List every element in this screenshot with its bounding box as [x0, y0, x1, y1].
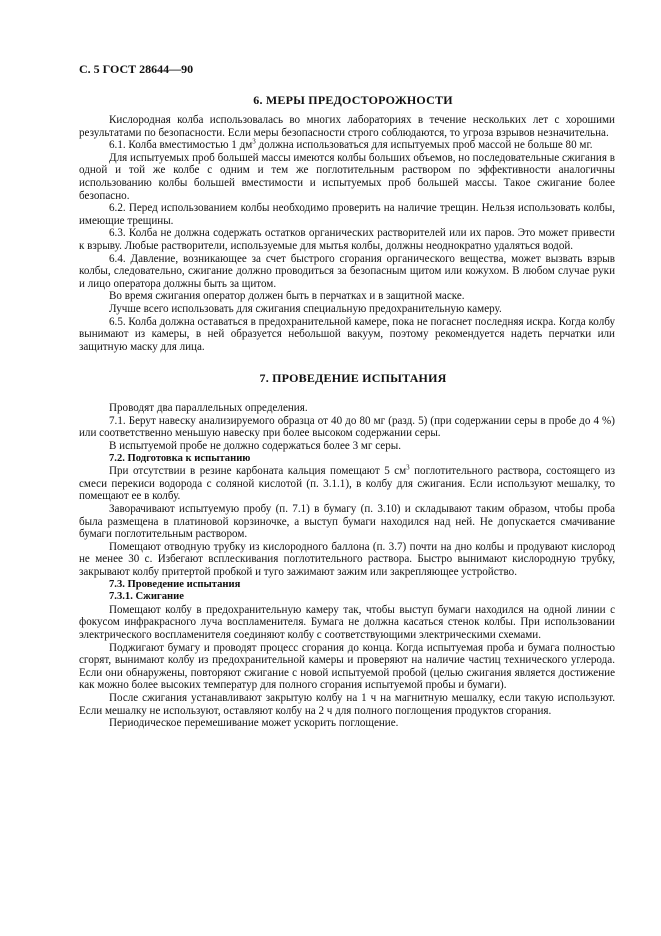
paragraph: Кислородная колба использовалась во многих лабораториях в течение нескольких лет с хорошими результатами по безопасности. Если меры безопасности строго соблюдаются, то угроза взрывов незначительна.: [79, 114, 615, 139]
text-run: При отсутствии в резине карбоната кальция помещают 5 см: [109, 465, 407, 478]
paragraph: Лучше всего использовать для сжигания специальную предохранительную камеру.: [109, 302, 502, 315]
paragraph: Помещают отводную трубку из кислородного баллона (п. 3.7) почти на дно колбы и продувают кислород не менее 30 с. Избегают всплескивания поглотительного раствора. Быстро вынимают кислородную трубку, закрывают колбу притертой пробкой и туго зажимают зажим или закрепляющее устройство.: [79, 540, 615, 578]
section-7-title: 7. ПРОВЕДЕНИЕ ИСПЫТАНИЯ: [259, 371, 447, 386]
paragraph: Для испытуемых проб большей массы имеются колбы больших объемов, но последовательные сжигания в одной и той же колбе с одним и тем же поглотительным раствором по эффективности аналогичны использованию колбы большей вместимости и испытуемых проб большей массы. Такое сжигание более безопасно.: [79, 151, 615, 202]
text-run: должна использоваться для испытуемых проб массой не больше 80 мг.: [255, 139, 593, 152]
paragraph: Поджигают бумагу и проводят процесс сгорания до конца. Когда испытуемая проба и бумага полностью сгорят, вынимают колбу из предохранительной камеры и проверяют на наличие частиц технического углерода. Если они обнаружены, повторяют сжигание с новой испытуемой пробой (целью сжигания является достижение как можно более высоких температур для полного сгорания испытуемой пробы и бумаги).: [79, 641, 615, 692]
paragraph-6-2: 6.2. Перед использованием колбы необходимо проверить на наличие трещин. Нельзя использовать колбы, имеющие трещины.: [79, 202, 615, 227]
paragraph: Проводят два параллельных определения.: [109, 402, 308, 415]
text-run: 6.1. Колба вместимостью 1 дм: [109, 139, 253, 152]
subheading-7-3: 7.3. Проведение испытания: [109, 578, 241, 590]
section-6-title: 6. МЕРЫ ПРЕДОСТОРОЖНОСТИ: [253, 93, 453, 107]
running-header: С. 5 ГОСТ 28644—90: [79, 62, 194, 76]
text-run: поглотительного раствора, состоящего из смеси перекиси водорода с соляной кислотой (п. 3.1.1), в колбу для сжигания. Если используют мешалку, то помещают ее в колбу.: [79, 465, 615, 503]
paragraph: Заворачивают испытуемую пробу (п. 7.1) в бумагу (п. 3.10) и складывают таким образом, чтобы проба была размещена в платиновой корзиночке, а выступ бумаги находился над ней. Не допускается смачивание бумаги поглотительным раствором.: [79, 503, 615, 541]
paragraph: Помещают колбу в предохранительную камеру так, чтобы выступ бумаги находился на одной линии с фокусом инфракрасного луча воспламенителя. Бумага не должна касаться стенок колбы. При использовании электрического воспламенителя соединяют колбу с соответствующими электрическими схемами.: [79, 603, 615, 641]
paragraph: Во время сжигания оператор должен быть в перчатках и в защитной маске.: [109, 290, 465, 303]
paragraph-6-1: [79, 139, 615, 152]
paragraph-6-3: 6.3. Колба не должна содержать остатков органических растворителей или их паров. Это может привести к взрыву. Любые растворители, используемые для мытья колбы, должны неоднократно удаляться водой.: [79, 227, 615, 252]
paragraph: В испытуемой пробе не должно содержаться более 3 мг серы.: [109, 440, 401, 453]
subheading-7-2: 7.2. Подготовка к испытанию: [109, 452, 251, 464]
paragraph-7-1: 7.1. Берут навеску анализируемого образца от 40 до 80 мг (разд. 5) (при содержании серы в пробе до 4 %) или соответственно меньшую навеску при более высоком содержании серы.: [79, 414, 615, 440]
subheading-7-3-1: 7.3.1. Сжигание: [109, 591, 184, 603]
superscript: 3: [252, 137, 256, 146]
superscript: 3: [406, 463, 410, 472]
paragraph-6-4: 6.4. Давление, возникающее за счет быстрого сгорания органического вещества, может вызвать взрыв колбы, следовательно, сжигание должно проводиться за безопасным щитом или кожухом. В любом случае руки и лицо оператора должны быть за щитом.: [79, 252, 615, 290]
paragraph: Периодическое перемешивание может ускорить поглощение.: [109, 717, 399, 730]
paragraph: После сжигания устанавливают закрытую колбу на 1 ч на магнитную мешалку, если такую используют. Если мешалку не используют, оставляют колбу на 2 ч для полного поглощения продуктов сгорания.: [79, 691, 615, 717]
paragraph-6-5: 6.5. Колба должна оставаться в предохранительной камере, пока не погаснет последняя искра. Когда колбу вынимают из камеры, в ней образуется небольшой вакуум, поэтому рекомендуется надеть перчатки или защитную маску для лица.: [79, 315, 615, 353]
paragraph: [79, 465, 615, 503]
